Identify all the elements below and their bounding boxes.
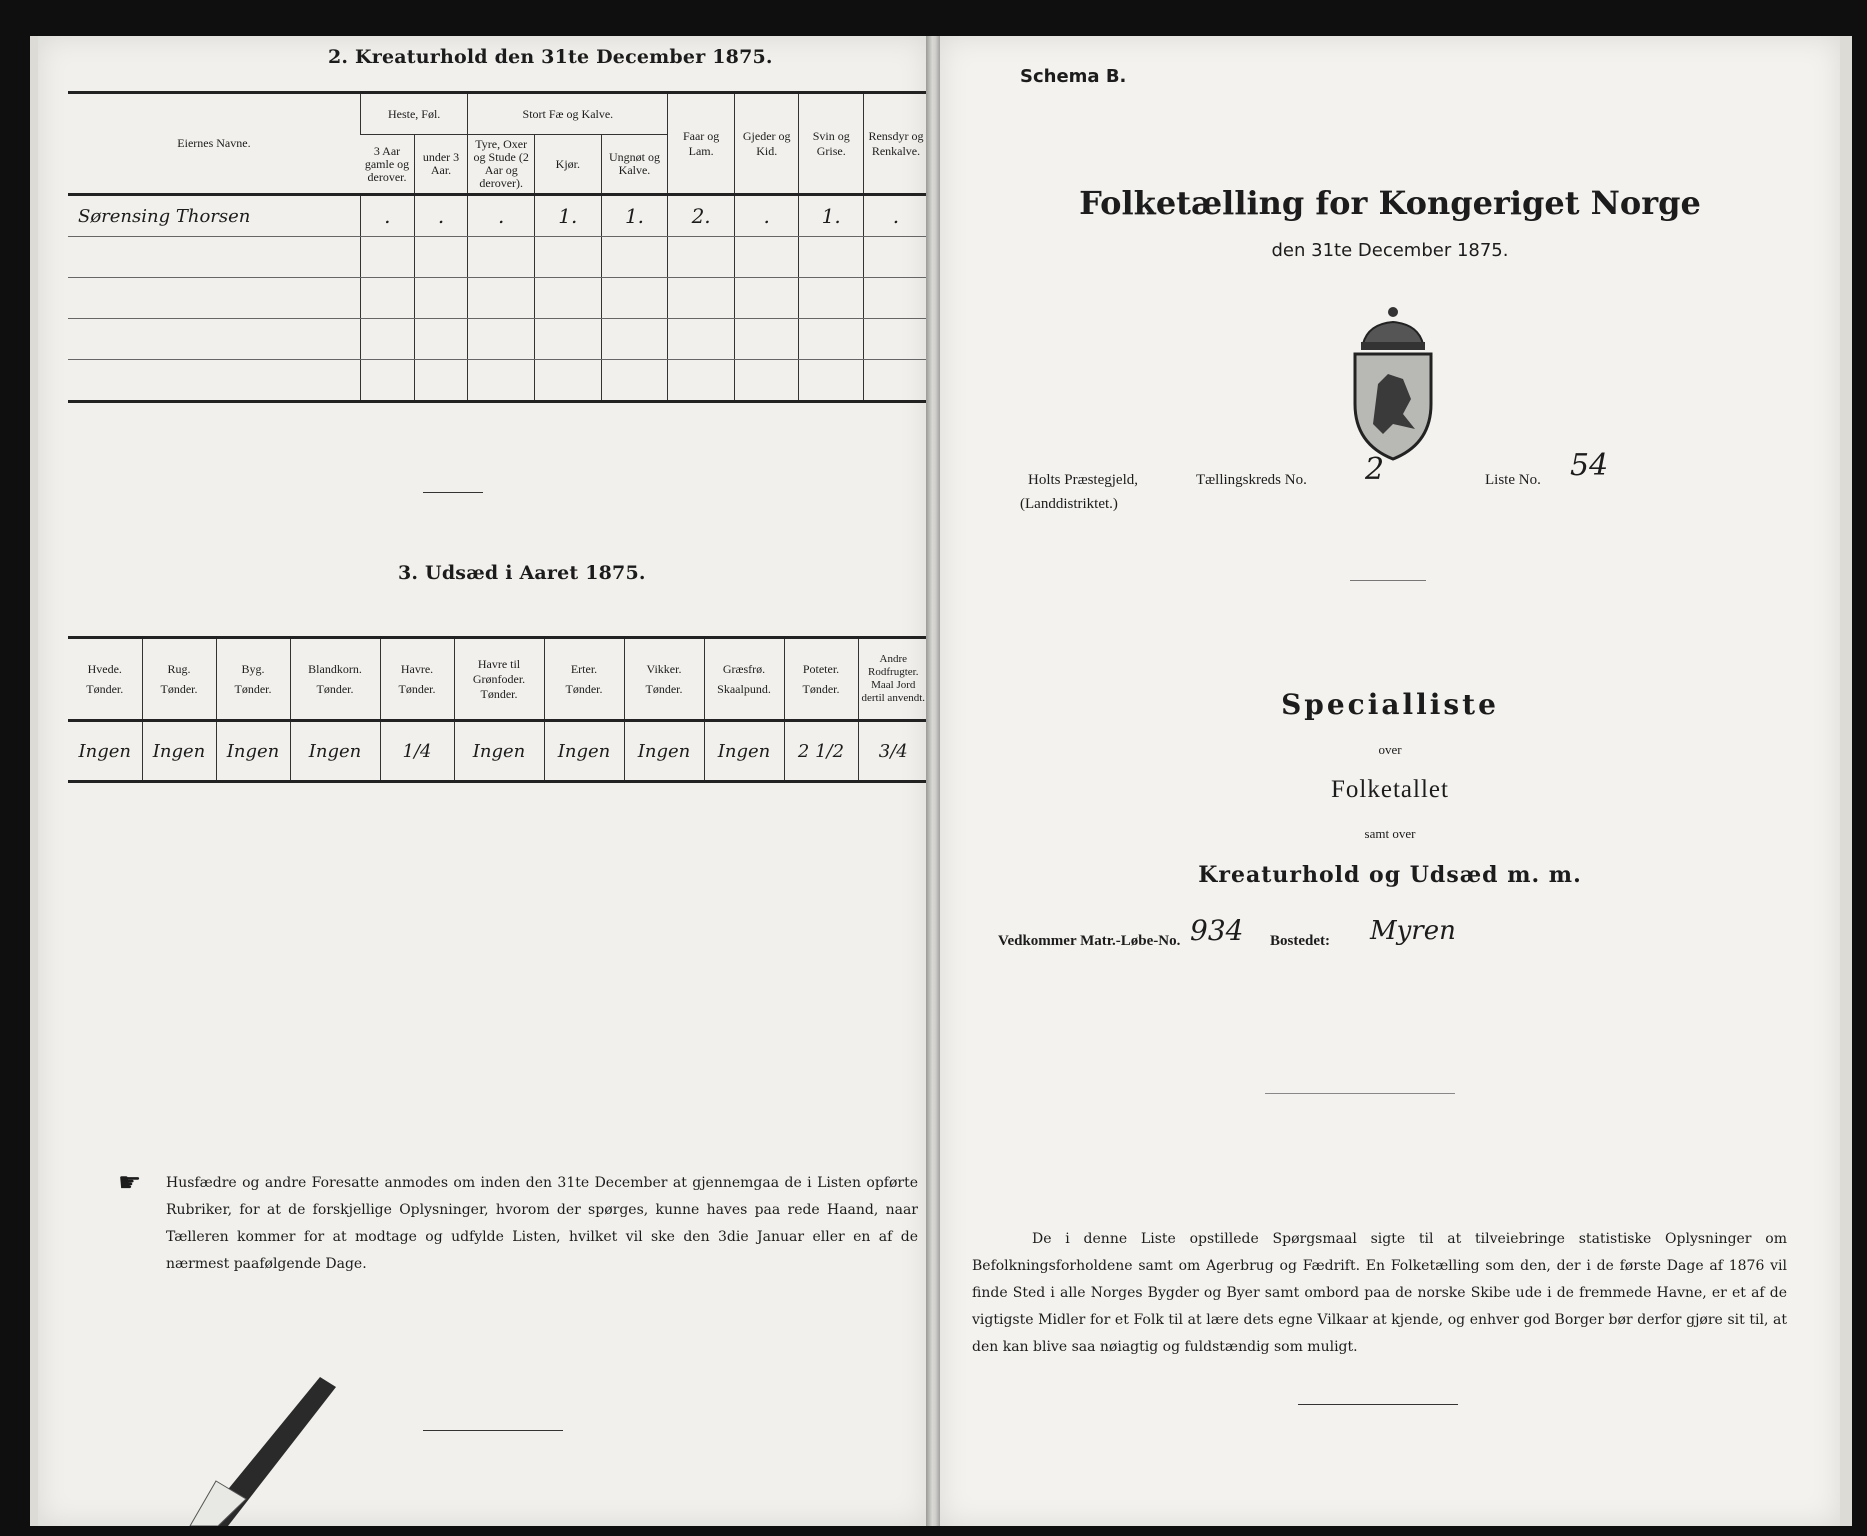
samt-over-text: samt over <box>1364 826 1416 841</box>
divider-bottom <box>1298 1404 1458 1405</box>
seed-header-graesfro: Græsfrø. Skaalpund. <box>704 638 784 721</box>
cell-gjeder: . <box>734 195 799 237</box>
cell-svin: 1. <box>799 195 864 237</box>
seed-cell-poteter: 2 1/2 <box>784 721 858 782</box>
footer-text: De i denne Liste opstillede Spørgsmaal sigte til at tilveiebringe statistiske Oplysninger om Befolkningsforholdene samt om Agerbrug og Fædrift. En Folketælling som den, der i de første Dage af 1876 vil finde Sted i alle Norges Bygder og Byer samt ombord paa de norske Skibe ude i de fremmede Havne, er et af de vigtigste Midler for et Folk til at lære dets egne Vilkaar at kjende, og enhver god Borger bør derfor gjøre sit til, at den kan blive saa nøiagtig og fuldstændig som muligt. <box>972 1231 1787 1355</box>
cell-rensdyr: . <box>863 195 928 237</box>
seed-header-byg: Byg. Tønder. <box>216 638 290 721</box>
seed-cell-vikker: Ingen <box>624 721 704 782</box>
divider-short <box>1350 580 1426 581</box>
owner-name: Sørensing Thorsen <box>68 195 360 237</box>
seed-table <box>68 636 928 783</box>
liste-label: Liste No. <box>1485 472 1541 488</box>
left-page <box>38 36 928 1526</box>
seed-header-erter: Erter. Tønder. <box>544 638 624 721</box>
seed-header-rug: Rug. Tønder. <box>142 638 216 721</box>
gjeder-header: Gjeder og Kid. <box>734 93 799 195</box>
divider-short <box>423 492 483 493</box>
stort-sub-tyre: Tyre, Oxer og Stude (2 Aar og derover). <box>468 135 535 195</box>
owner-header: Eiernes Navne. <box>68 93 360 195</box>
cell-faar: 2. <box>668 195 735 237</box>
table-row <box>68 319 928 360</box>
table-row <box>68 237 928 278</box>
seed-header-havre-gronfoder: Havre til Grønfoder. Tønder. <box>454 638 544 721</box>
notice-text: Husfædre og andre Foresatte anmodes om inden den 31te December at gjennemgaa de i Listen opførte Rubriker, for at de forskjellige Oplysninger, hvorom der spørges, kunne haves paa rede Haand, naar Tælleren kommer for at modtage og udfylde Listen, hvilket vil ske den 3die Januar eller en af de nærmest paafølgende Dage. <box>166 1175 918 1272</box>
bosted-value: Myren <box>1370 916 1456 946</box>
seed-header-hvede: Hvede. Tønder. <box>68 638 142 721</box>
cell-ungnot: 1. <box>601 195 668 237</box>
heste-sub-young: under 3 Aar. <box>414 135 468 195</box>
matr-label: Vedkommer Matr.-Løbe-No. <box>998 933 1181 949</box>
seed-cell-havre: 1/4 <box>380 721 454 782</box>
seed-header-havre: Havre. Tønder. <box>380 638 454 721</box>
section3-title: 3. Udsæd i Aaret 1875. <box>398 562 646 584</box>
stort-sub-ungnot: Ungnøt og Kalve. <box>601 135 668 195</box>
coat-of-arms-icon <box>1333 304 1453 464</box>
heste-header: Heste, Føl. <box>360 93 468 135</box>
liste-value: 54 <box>1570 448 1609 483</box>
parish-label: Holts Præstegjeld, <box>1028 472 1139 488</box>
seed-header-poteter: Poteter. Tønder. <box>784 638 858 721</box>
heste-sub-old: 3 Aar gamle og derover. <box>360 135 414 195</box>
seed-header-blandkorn: Blandkorn. Tønder. <box>290 638 380 721</box>
divider-middle <box>1265 1093 1455 1094</box>
rensdyr-header: Rensdyr og Renkalve. <box>863 93 928 195</box>
cell-heste-old: . <box>360 195 414 237</box>
seed-cell-byg: Ingen <box>216 721 290 782</box>
seed-header-rodfrugter: Andre Rodfrugter. Maal Jord dertil anvendt. <box>858 638 928 721</box>
seed-cell-havre-gronfoder: Ingen <box>454 721 544 782</box>
pen-icon <box>168 1371 348 1526</box>
stort-fae-header: Stort Fæ og Kalve. <box>468 93 668 135</box>
specialliste-heading: Specialliste <box>1281 688 1499 721</box>
seed-cell-graesfro: Ingen <box>704 721 784 782</box>
bosted-label: Bostedet: <box>1270 933 1330 949</box>
seed-cell-blandkorn: Ingen <box>290 721 380 782</box>
seed-cell-erter: Ingen <box>544 721 624 782</box>
cell-kjor: 1. <box>535 195 602 237</box>
census-title: Folketælling for Kongeriget Norge <box>1079 184 1701 222</box>
stort-sub-kjor: Kjør. <box>535 135 602 195</box>
divider-bottom <box>423 1430 563 1431</box>
seed-cell-rug: Ingen <box>142 721 216 782</box>
matr-value: 934 <box>1190 914 1244 947</box>
seed-cell-rodfrugter: 3/4 <box>858 721 928 782</box>
cell-tyre: . <box>468 195 535 237</box>
cell-heste-young: . <box>414 195 468 237</box>
table-row <box>68 360 928 402</box>
livestock-table <box>68 91 928 403</box>
right-page <box>940 36 1840 1526</box>
district-label: (Landdistriktet.) <box>1020 496 1118 512</box>
folketallet-heading: Folketallet <box>1331 776 1449 803</box>
table-row <box>68 195 928 237</box>
over-text: over <box>1378 742 1402 757</box>
seed-cell-hvede: Ingen <box>68 721 142 782</box>
section2-title: 2. Kreaturhold den 31te December 1875. <box>328 46 773 68</box>
seed-header-vikker: Vikker. Tønder. <box>624 638 704 721</box>
table-row <box>68 278 928 319</box>
kreaturhold-heading: Kreaturhold og Udsæd m. m. <box>1198 862 1582 888</box>
page-edge-right <box>1840 36 1852 1526</box>
svin-header: Svin og Grise. <box>799 93 864 195</box>
census-date: den 31te December 1875. <box>1271 240 1509 261</box>
schema-label: Schema B. <box>1020 66 1127 87</box>
pointing-hand-icon: ☛ <box>118 1168 142 1197</box>
kreds-label: Tællingskreds No. <box>1196 472 1307 488</box>
kreds-value: 2 <box>1365 452 1385 487</box>
table-row <box>68 721 928 782</box>
faar-header: Faar og Lam. <box>668 93 735 195</box>
